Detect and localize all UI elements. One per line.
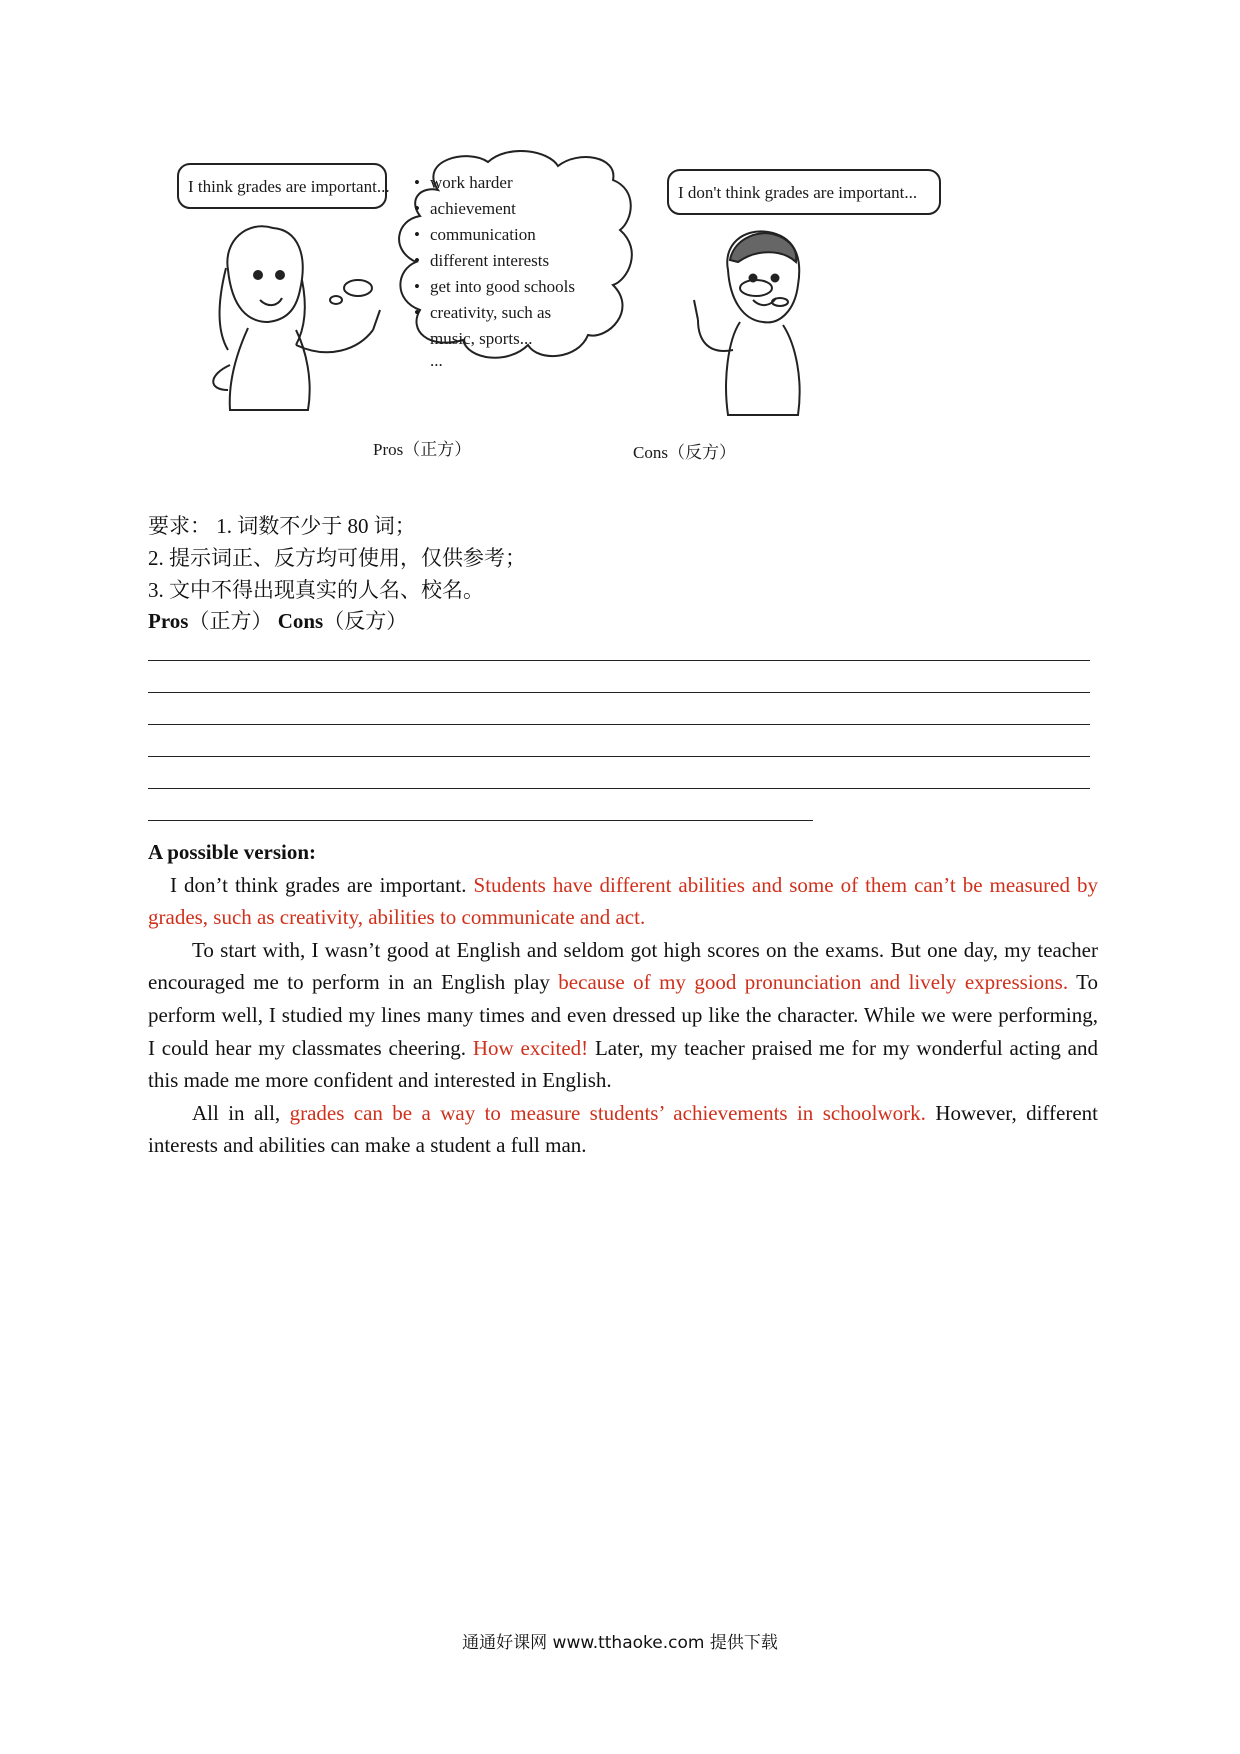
cloud-item: different interests	[430, 251, 550, 270]
essay-text: Later, my teacher praised me for my wonderful acting and this made me more confident and interested in English.	[148, 1035, 1098, 1093]
cons-caption: Cons（反方）	[633, 443, 736, 462]
sample-essay	[148, 836, 1098, 1162]
writing-lines	[148, 660, 1090, 852]
left-bubble-text: I think grades are important...	[188, 177, 390, 196]
writing-line	[148, 724, 1090, 725]
svg-text:•: •	[414, 173, 420, 192]
pros-caption: Pros（正方）	[373, 440, 472, 459]
writing-line	[148, 788, 1090, 789]
svg-text:•: •	[414, 251, 420, 270]
pros-cons-heading	[148, 605, 1098, 637]
essay-text: However, different interests and abilities can make a student a full man.	[148, 1100, 1098, 1158]
pros-label: Pros	[148, 609, 189, 633]
svg-text:•: •	[414, 277, 420, 296]
requirements	[148, 510, 1098, 606]
cloud-item: music, sports...	[430, 329, 533, 348]
svg-text:•: •	[414, 225, 420, 244]
essay-heading: A possible version:	[148, 840, 317, 864]
essay-text: To start with, I wasn’t good at English and seldom got high scores on the exams. But one day, my teacher encouraged me to perform in an English play	[148, 937, 1098, 995]
right-bubble-text: I don't think grades are important...	[678, 183, 918, 202]
svg-text:•: •	[414, 303, 420, 322]
essay-text: I don’t think grades are important.	[170, 872, 474, 897]
essay-text: All in all,	[192, 1100, 290, 1125]
requirement-2: 2. 提示词正、反方均可使用，仅供参考；	[148, 546, 526, 570]
essay-highlight: grades can be a way to measure students’ achievements in schoolwork.	[289, 1100, 926, 1125]
essay-text: To perform well, I studied my lines many times and even dressed up like the character. While we were performing, I could hear my classmates cheering.	[148, 970, 1099, 1060]
writing-line	[148, 692, 1090, 693]
pros-cn: （正方）	[188, 609, 273, 633]
essay-highlight: Students have different abilities and some of them can’t be measured by grades, such as creativity, abilities to communicate and act.	[148, 872, 1098, 930]
debate-illustration	[168, 150, 958, 480]
essay-highlight: How excited!	[472, 1035, 589, 1060]
cloud-item: creativity, such as	[430, 303, 552, 322]
writing-line	[148, 756, 1090, 757]
footer-source: 通通好课网 www.tthaoke.com 提供下载	[462, 1633, 778, 1653]
requirement-3: 3. 文中不得出现真实的人名、校名。	[148, 578, 484, 602]
essay-paragraph-2	[148, 934, 1098, 1097]
requirement-1: 要求： 1. 词数不少于 80 词；	[148, 514, 416, 538]
writing-line	[148, 820, 813, 821]
essay-paragraph-3	[148, 1097, 1098, 1162]
svg-text:•: •	[414, 199, 420, 218]
essay-paragraph-1	[148, 869, 1098, 934]
cloud-item: communication	[430, 225, 536, 244]
cloud-item: achievement	[430, 199, 516, 218]
writing-line	[148, 660, 1090, 661]
cloud-item: work harder	[430, 173, 513, 192]
cloud-item: get into good schools	[430, 277, 575, 296]
girl-figure	[213, 226, 380, 410]
cons-label: Cons	[277, 609, 324, 633]
cons-cn: （反方）	[323, 609, 408, 633]
cloud-item: ...	[430, 351, 443, 370]
boy-figure	[694, 231, 800, 415]
essay-highlight: because of my good pronunciation and lively expressions.	[558, 970, 1069, 995]
